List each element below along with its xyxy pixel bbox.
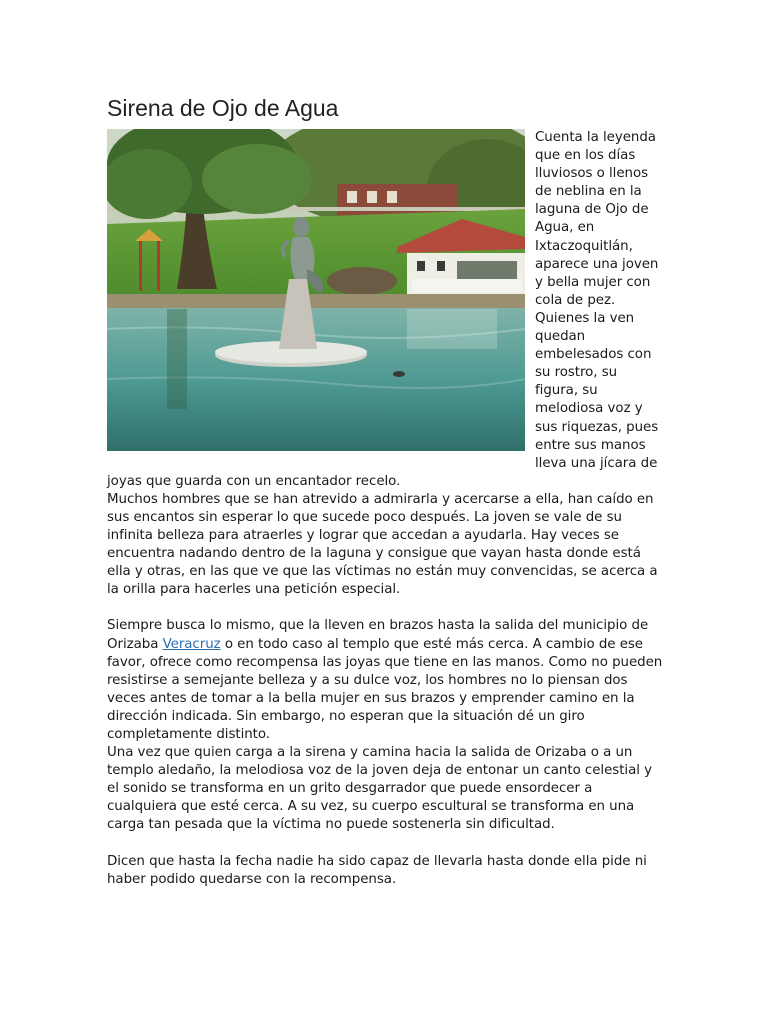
page-title: Sirena de Ojo de Agua — [107, 95, 339, 121]
paragraph-4: Una vez que quien carga a la sirena y camina hacia la salida de Orizaba o a un templo aledaño, la melodiosa voz de la joven deja de entonar un canto celestial y el sonido se transforma en un grito desgarrador que puede ensordecer a cualquiera que esté cerca. A su vez, su cuerpo escultural se transforma en una carga tan pesada que la víctima no puede sostenerla sin dificultad. — [107, 745, 652, 833]
paragraph-5: Dicen que hasta la fecha nadie ha sido capaz de llevarla hasta donde ella pide ni haber podido quedarse con la recompensa. — [107, 853, 647, 887]
paragraph-3 — [107, 617, 663, 744]
paragraph-3-before: Siempre busca lo mismo, que la lleven en brazos hasta la salida del municipio de Orizaba — [107, 618, 649, 652]
paragraph-3-after: o en todo caso al templo que esté más cerca. A cambio de ese favor, ofrece como recompensa las joyas que tiene en las manos. Como no pueden resistirse a semejante belleza y a su dulce voz, los hombres no lo piensan dos veces antes de tomar a la bella mujer en sus brazos y emprender camino en la dirección indicada. Sin embargo, no esperan que la situación dé un giro completamente distinto. — [107, 636, 663, 742]
veracruz-link[interactable]: Veracruz — [162, 636, 221, 652]
mermaid-statue-lagoon-photo — [107, 129, 525, 451]
paragraph-1: Cuenta la leyenda que en los días lluviosos o llenos de neblina en la laguna de Ojo de Agua, en Ixtaczoquitlán, aparece una joven y bella mujer con cola de pez. Quienes la ven quedan embelesados con su rostro, su figura, su melodiosa voz y sus riquezas, pues entre sus manos lleva una jícara de joyas que guarda con un encantador recelo. — [107, 130, 659, 489]
document-page — [107, 92, 663, 889]
paragraph-2: Muchos hombres que se han atrevido a admirarla y acercarse a ella, han caído en sus encantos sin esperar lo que sucede poco después. La joven se vale de su infinita belleza para atraerles y lograr que accedan a ayudarla. Hay veces se encuentra nadando dentro de la laguna y consigue que vayan hasta donde está ella y otras, en las que ve que las víctimas no están muy convencidas, se acerca a la orilla para hacerles una petición especial. — [107, 491, 658, 598]
